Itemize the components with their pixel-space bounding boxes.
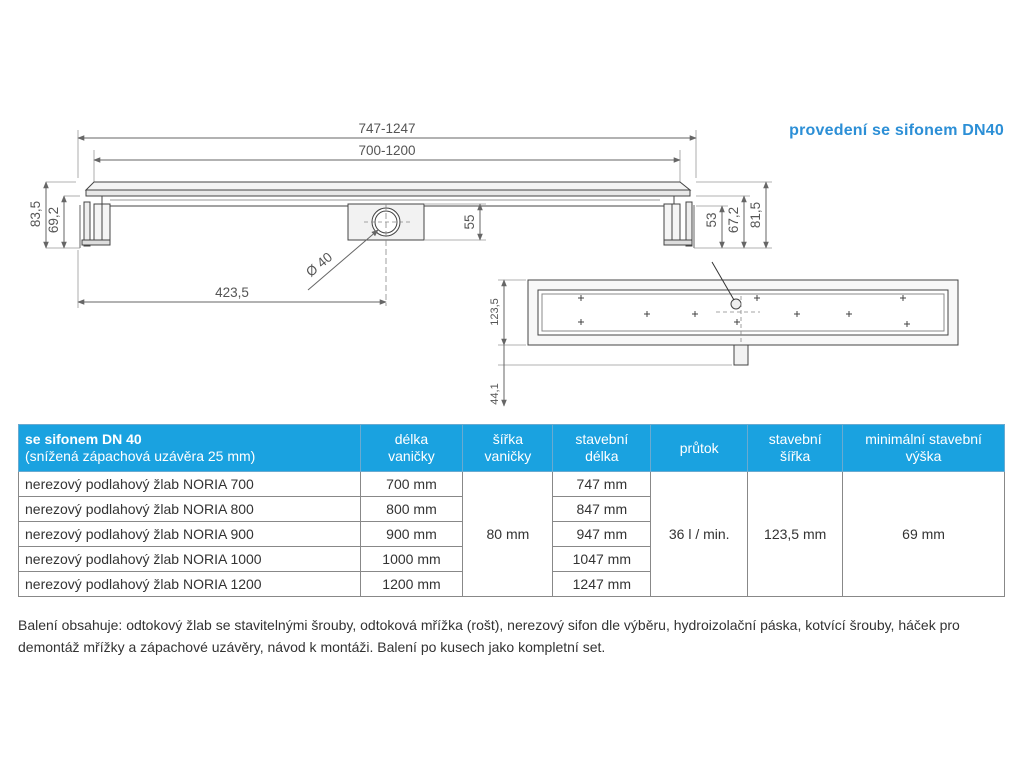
header-tray-width: šířka vaničky [463, 425, 553, 472]
tray-length: 800 mm [360, 497, 463, 522]
build-length: 747 mm [553, 472, 651, 497]
min-build-height: 69 mm [843, 472, 1005, 597]
product-name: nerezový podlahový žlab NORIA 900 [19, 522, 361, 547]
table-row [19, 472, 1005, 497]
tray-length: 700 mm [360, 472, 463, 497]
top-view [528, 262, 958, 365]
tray-length: 900 mm [360, 522, 463, 547]
build-length: 1247 mm [553, 572, 651, 597]
build-width: 123,5 mm [748, 472, 843, 597]
spec-table [18, 424, 1005, 597]
product-name: nerezový podlahový žlab NORIA 1000 [19, 547, 361, 572]
dim-outlet-offset: 44,1 [489, 383, 501, 405]
product-name: nerezový podlahový žlab NORIA 1200 [19, 572, 361, 597]
variant-heading: provedení se sifonem DN40 [789, 122, 1004, 139]
header-product [19, 425, 361, 472]
header-product-subtitle: (snížená zápachová uzávěra 25 mm) [25, 448, 256, 464]
product-name: nerezový podlahový žlab NORIA 700 [19, 472, 361, 497]
dim-outlet-position: 423,5 [215, 285, 249, 300]
build-length: 1047 mm [553, 547, 651, 572]
tray-length: 1200 mm [360, 572, 463, 597]
dim-outlet-diameter: Ø 40 [303, 249, 336, 280]
header-build-length: stavební délka [553, 425, 651, 472]
dim-height-right-b: 67,2 [726, 206, 741, 234]
dim-total-height-left: 83,5 [28, 200, 43, 228]
build-length: 847 mm [553, 497, 651, 522]
dim-tray-height-left: 69,2 [46, 206, 61, 234]
dim-build-width: 123,5 [489, 298, 501, 326]
tray-length: 1000 mm [360, 547, 463, 572]
flow-rate: 36 l / min. [651, 472, 748, 597]
header-build-width: stavební šířka [748, 425, 843, 472]
header-min-height: minimální stavební výška [843, 425, 1005, 472]
tray-width: 80 mm [463, 472, 553, 597]
dim-outlet-height: 55 [462, 214, 477, 230]
dim-height-right-c: 81,5 [748, 201, 763, 229]
header-product-title: se sifonem DN 40 [25, 431, 142, 447]
dim-overall-length: 747-1247 [358, 121, 416, 136]
dim-height-right-a: 53 [704, 212, 719, 228]
build-length: 947 mm [553, 522, 651, 547]
header-flow: průtok [651, 425, 748, 472]
header-tray-length: délka vaničky [360, 425, 463, 472]
package-contents-caption: Balení obsahuje: odtokový žlab se stavitelnými šrouby, odtoková mřížka (rošt), nerezový sifon dle výběru, hydroizolační páska, kotvící šrouby, háček pro demontáž mřížky a zápachové uzávěry, návod k montáži. Balení po kusech jako kompletní set. [18, 617, 960, 655]
product-name: nerezový podlahový žlab NORIA 800 [19, 497, 361, 522]
dim-inner-length: 700-1200 [358, 143, 416, 158]
table-header-row [19, 425, 1005, 472]
